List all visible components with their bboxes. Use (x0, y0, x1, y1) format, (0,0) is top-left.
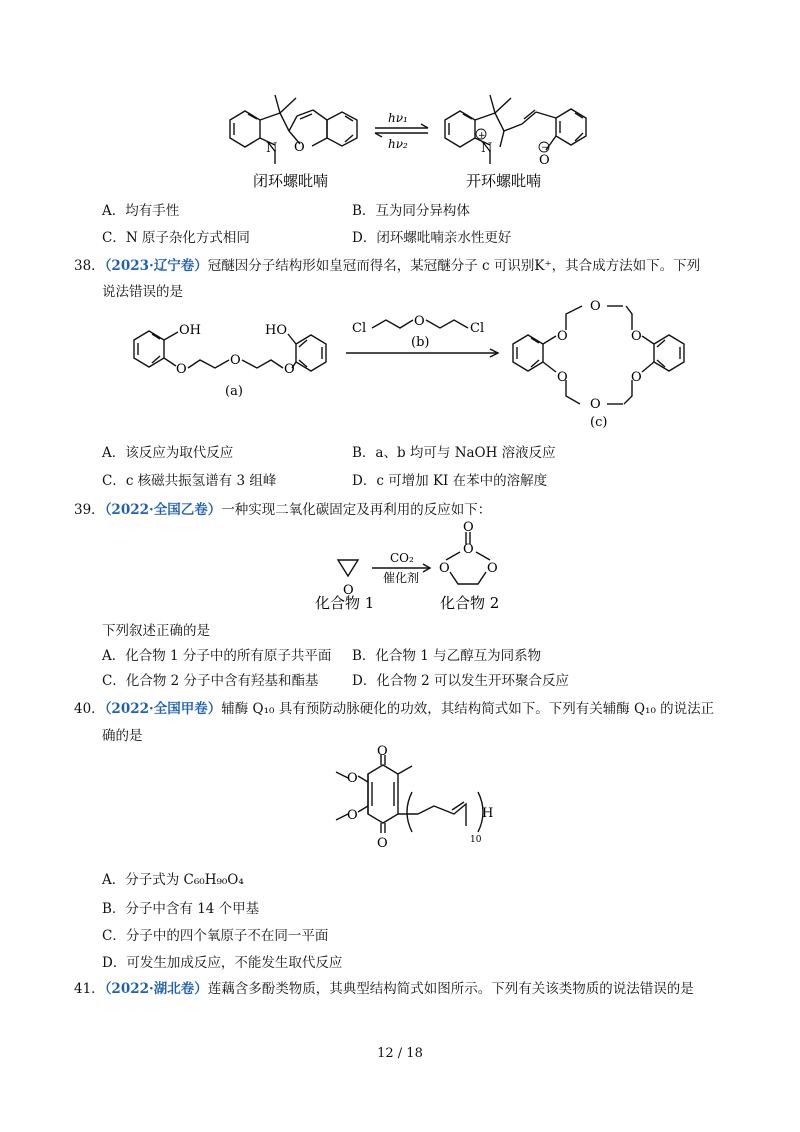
atom-h: H (482, 806, 494, 821)
oh-right: HO (265, 323, 287, 338)
q39-source: （2022·全国乙卷） (104, 502, 222, 518)
svg-text:−: − (541, 143, 549, 153)
q38-stem-text: 冠醚因分子结构形如皇冠而得名，某冠醚分子 c 可识别K⁺，其合成方法如下。下列 (207, 258, 701, 274)
atom-n-right: N (481, 141, 493, 156)
q40-option-a: A．分子式为 C₆₀H₉₀O₄ (102, 872, 244, 888)
q40-source: （2022·全国甲卷） (104, 701, 222, 717)
q37-option-b: B．互为同分异构体 (352, 203, 470, 219)
atom-o: O (463, 542, 474, 557)
q37-option-a: A．均有手性 (102, 203, 180, 219)
atom-o: O (377, 836, 388, 851)
label-a: (a) (225, 384, 243, 399)
q38-option-d: D．c 可增加 KI 在苯中的溶解度 (352, 473, 548, 489)
label-compound-2: 化合物 2 (440, 594, 500, 612)
atom-n-left: N (266, 141, 278, 156)
atom-o: O (347, 771, 358, 786)
label-b: (b) (411, 335, 430, 350)
label-closed-spiropyran: 闭环螺吡喃 (253, 172, 329, 190)
q41-stem (74, 979, 694, 999)
label-c: (c) (590, 415, 608, 430)
q40-stem-line1 (74, 699, 714, 719)
oh-left: OH (179, 323, 201, 338)
atom-o: O (176, 362, 187, 377)
q39-stem-text: 一种实现二氧化碳固定及再利用的反应如下： (221, 502, 492, 518)
q40-option-b: B．分子中含有 14 个甲基 (102, 901, 260, 917)
reagent-co2: CO₂ (390, 551, 414, 565)
atom-o: O (487, 561, 498, 576)
reagent-catalyst: 催化剂 (383, 571, 420, 585)
atom-o: O (439, 561, 450, 576)
atom-o: O (463, 520, 474, 535)
spiropyran-reaction-figure (0, 0, 800, 200)
q38-stem-line2: 说法错误的是 (102, 284, 183, 300)
q40-number: 40． (74, 701, 105, 717)
q39-lead: 下列叙述正确的是 (102, 623, 210, 639)
q39-stem (74, 500, 491, 520)
q38-option-c: C．c 核磁共振氢谱有 3 组峰 (102, 473, 277, 489)
q40-stem-line2: 确的是 (102, 728, 143, 744)
atom-o: O (631, 329, 642, 344)
q38-option-b: B．a、b 均可与 NaOH 溶液反应 (352, 445, 556, 461)
q40-stem-text: 辅酶 Q₁₀ 具有预防动脉硬化的功效，其结构简式如下。下列有关辅酶 Q₁₀ 的说法正 (221, 701, 715, 717)
q39-option-b: B．化合物 1 与乙醇互为同系物 (352, 648, 542, 664)
q37-option-d: D．闭环螺吡喃亲水性更好 (352, 230, 512, 246)
label-open-spiropyran: 开环螺吡喃 (466, 172, 542, 190)
q40-option-d: D．可发生加成反应，不能发生取代反应 (102, 955, 343, 971)
q39-number: 39． (74, 502, 105, 518)
crown-ether-synthesis-figure (0, 300, 800, 440)
cl-right: Cl (470, 321, 485, 336)
q38-source: （2023·辽宁卷） (104, 258, 208, 274)
q38-number: 38． (74, 258, 105, 274)
atom-o: O (631, 370, 642, 385)
q40-option-c: C．分子中的四个氧原子不在同一平面 (102, 928, 329, 944)
atom-o: O (590, 397, 601, 412)
atom-o: O (343, 583, 354, 598)
atom-o: O (590, 299, 601, 314)
co2-fixation-figure (0, 522, 800, 612)
atom-o-right: O (539, 153, 550, 168)
q41-source: （2022·湖北卷） (104, 981, 208, 997)
label-compound-1: 化合物 1 (315, 594, 375, 612)
atom-o: O (230, 353, 241, 368)
atom-o: O (347, 808, 358, 823)
atom-o: O (284, 362, 295, 377)
atom-o-left: O (294, 140, 305, 155)
q37-option-c: C．N 原子杂化方式相同 (102, 230, 250, 246)
atom-o: O (557, 370, 568, 385)
q39-option-d: D．化合物 2 可以发生开环聚合反应 (352, 673, 569, 689)
atom-o: O (377, 744, 388, 759)
atom-o: O (557, 329, 568, 344)
cl-left: Cl (352, 321, 367, 336)
page-number: 12 / 18 (377, 1046, 423, 1061)
q38-option-a: A．该反应为取代反应 (102, 445, 234, 461)
svg-text:+: + (478, 131, 486, 141)
coenzyme-q10-figure (0, 744, 800, 862)
arrow-bottom-label: hν₂ (388, 137, 408, 151)
arrow-top-label: hν₁ (388, 111, 408, 125)
q38-stem-line1 (74, 256, 700, 276)
q39-option-c: C．化合物 2 分子中含有羟基和酯基 (102, 673, 319, 689)
q41-stem-text: 莲藕含多酚类物质，其典型结构简式如图所示。下列有关该类物质的说法错误的是 (207, 981, 694, 997)
q41-number: 41． (74, 981, 105, 997)
atom-o: O (414, 314, 425, 329)
repeat-count: 10 (470, 835, 482, 845)
q39-option-a: A．化合物 1 分子中的所有原子共平面 (102, 648, 332, 664)
